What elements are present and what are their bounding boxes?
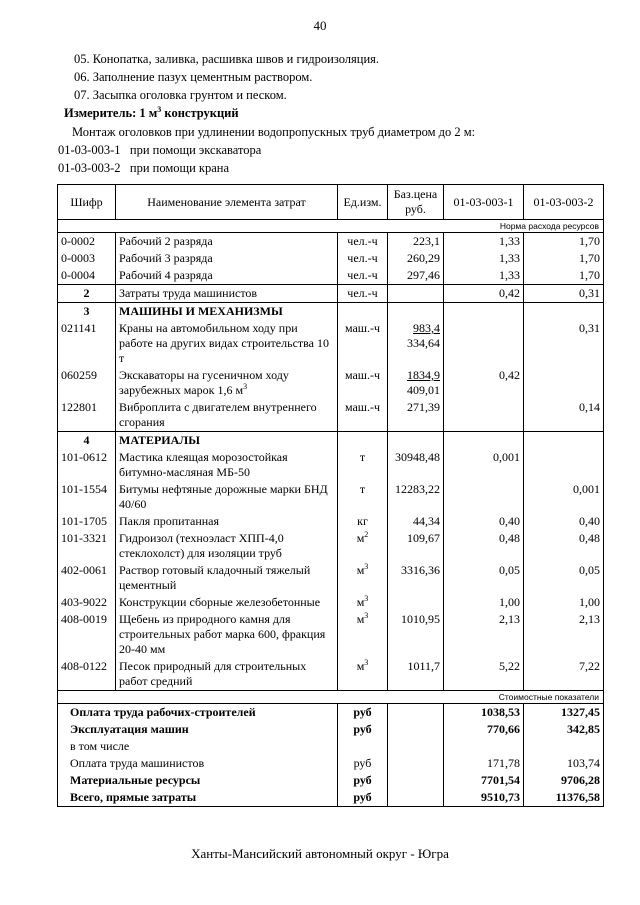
total-row-including: в том числе	[58, 738, 604, 755]
table-row: 408-0122 Песок природный для строительных работ средний $м^3$ 1011,7 5,22 7,22	[58, 658, 604, 691]
intro-item-05: 05. Конопатка, заливка, расшивка швов и гидроизоляция.	[74, 52, 380, 66]
header-code: Шифр	[58, 185, 116, 220]
table-row: 021141 Краны на автомобильном ходу при работе на других видах строительства 10 т маш.-ч 983,4 334,64 0,31	[58, 320, 604, 367]
table-row: 101-1705 Пакля пропитанная кг 44,34 0,40 0,40	[58, 513, 604, 530]
cost-note-row	[58, 691, 604, 704]
header-col-1: 01-03-003-1	[444, 185, 524, 220]
table-row: 402-0061 Раствор готовый кладочный тяжелый цементный $м^3$ 3316,36 0,05 0,05	[58, 562, 604, 594]
total-row-direct-costs: Всего, прямые затраты руб 9510,73 11376,58	[58, 789, 604, 807]
resource-table	[57, 184, 604, 807]
table-row: 101-0612 Мастика клеящая морозостойкая битумно-масляная МБ-50 т 30948,48 0,001	[58, 449, 604, 481]
table-row: 122801 Виброплита с двигателем внутреннего сгорания маш.-ч 271,39 0,14	[58, 399, 604, 432]
section-machinist-labor: 2 Затраты труда машинистов чел.-ч 0,42 0,31	[58, 285, 604, 303]
table-row: 0-0004 Рабочий 4 разряда чел.-ч 297,46 1,33 1,70	[58, 267, 604, 285]
section-materials: 4 МАТЕРИАЛЫ	[58, 432, 604, 450]
intro-item-07: 07. Засыпка оголовка грунтом и песком.	[74, 88, 287, 102]
table-row: 101-1554 Битумы нефтяные дорожные марки БНД 40/60 т 12283,22 0,001	[58, 481, 604, 513]
page-number: 40	[313, 18, 327, 33]
cost-note: Стоимостные показатели	[58, 691, 604, 704]
code-line-2: 01-03-003-2 при помощи крана	[58, 161, 230, 175]
total-row-machinist-pay: Оплата труда машинистов руб 171,78 103,74	[58, 755, 604, 772]
norm-note-row	[58, 220, 604, 233]
table-row: 101-3321 Гидроизол (техноэласт ХПП-4,0 стеклохолст) для изоляции труб $м^2$ 109,67 0,48 0,48	[58, 530, 604, 562]
table-header	[58, 185, 604, 220]
work-description: Монтаж оголовков при удлинении водопропускных труб диаметром до 2 м:	[72, 125, 476, 139]
header-unit: Ед.изм.	[338, 185, 388, 220]
total-row-machines: Эксплуатация машин руб 770,66 342,85	[58, 721, 604, 738]
header-name: Наименование элемента затрат	[116, 185, 338, 220]
table-row: 408-0019 Щебень из природного камня для строительных работ марка 600, фракция 20-40 мм $м^3$ 1010,95 2,13 2,13	[58, 611, 604, 658]
table-row: 0-0003 Рабочий 3 разряда чел.-ч 260,29 1,33 1,70	[58, 250, 604, 267]
intro-item-06: 06. Заполнение пазух цементным раствором.	[74, 70, 313, 84]
header-col-2: 01-03-003-2	[524, 185, 604, 220]
header-price: Баз.цена руб.	[388, 185, 444, 220]
footer-region: Ханты-Мансийский автономный округ - Югра	[191, 846, 449, 861]
table-row: 0-0002 Рабочий 2 разряда чел.-ч 223,1 1,33 1,70	[58, 233, 604, 251]
norm-note: Норма расхода ресурсов	[58, 220, 604, 233]
table-row: 403-9022 Конструкции сборные железобетонные $м^3$ 1,00 1,00	[58, 594, 604, 611]
table-row: 060259 Экскаваторы на гусеничном ходу зарубежных марок 1,6 $м^3$ маш.-ч 1834,9 409,01 0,42	[58, 367, 604, 399]
total-row-worker-pay: Оплата труда рабочих-строителей руб 1038,53 1327,45	[58, 704, 604, 722]
total-row-materials: Материальные ресурсы руб 7701,54 9706,28	[58, 772, 604, 789]
code-line-1: 01-03-003-1 при помощи экскаватора	[58, 143, 262, 157]
section-machines: 3 МАШИНЫ И МЕХАНИЗМЫ	[58, 303, 604, 321]
measure-unit: Измеритель: 1 $м^3$ конструкций	[64, 104, 239, 120]
